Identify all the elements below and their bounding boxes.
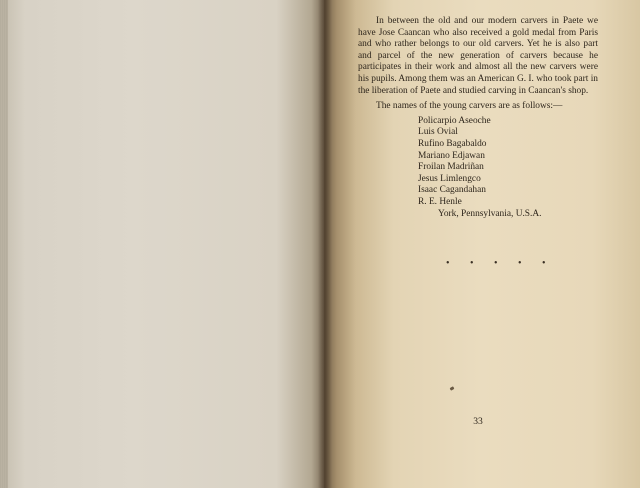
carver-names-list [358,116,598,220]
list-item: Jesus Limlengco [418,173,481,184]
left-page [6,0,324,488]
list-item: Policarpio Aseoche [418,115,491,126]
address-line: York, Pennsylvania, U.S.A. [438,208,542,219]
page-edges [0,0,8,488]
list-item: Luis Ovial [418,127,458,138]
list-item: Isaac Cagandahan [418,185,486,196]
page-number: 33 [473,416,483,427]
paragraph-names-intro: The names of the young carvers are as follows:— [376,101,563,112]
right-page-text [358,16,598,220]
list-item: R. E. Henle [418,196,462,207]
list-item: Rufino Bagabaldo [418,138,487,149]
list-item: Froilan Madriñan [418,162,484,173]
section-separator: • • • • • [446,258,555,269]
book-gutter [318,0,332,488]
list-item: Mariano Edjawan [418,150,485,161]
paragraph-carvers: In between the old and our modern carvers in Paete we have Jose Caancan who also received a gold medal from Paris and who rather belongs to our old carvers. Yet he is also part and parcel of the new generation of carvers because he participates in their work and almost all the new carvers were his pupils. Among them was an American G. I. who took part in the liberation of Paete and studied carving in Caancan's shop. [358,16,598,96]
